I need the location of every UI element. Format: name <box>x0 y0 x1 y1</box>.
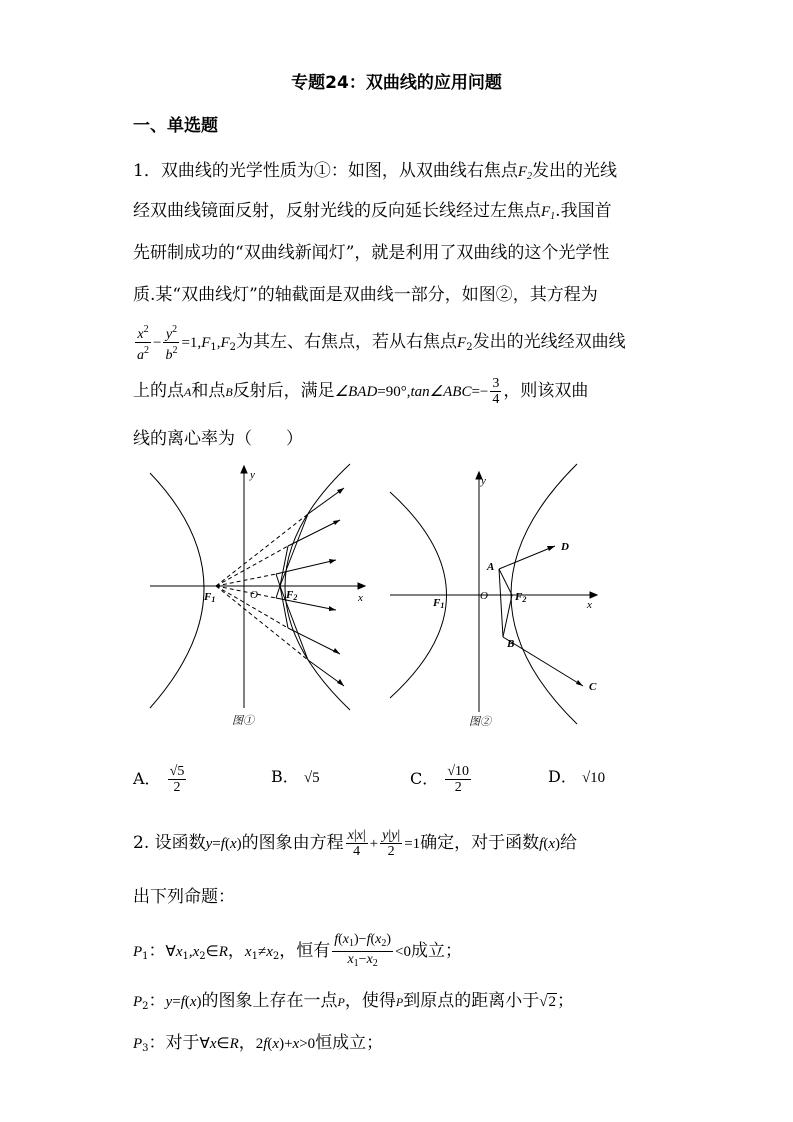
label-F2: F2 <box>515 591 527 604</box>
q2-text: ， <box>238 1033 256 1053</box>
q2-text: 到原点的距离小于 <box>403 991 540 1011</box>
q2-text: ，恒有 <box>279 941 331 961</box>
math-x-abs-x-over-4: $\frac{x|x|}{4}$ <box>347 828 366 859</box>
q2-text: ： <box>148 941 166 961</box>
q2-text: 的图象上存在一点 <box>201 991 338 1011</box>
q2-text: 给 <box>560 833 578 853</box>
q1-line4: 质.某“双曲线灯”的轴截面是双曲线一部分，如图②，其方程为 <box>133 285 598 305</box>
axis-label-y: y <box>481 475 486 487</box>
q2-p3: $P_3$：对于∀x∈R，2f(x)+x>0恒成立； <box>133 1033 384 1054</box>
q1-line5: $\frac{x^2}{a^2}$ − $\frac{y^2}{b^2}$ $=1,F_1,F_2$为其左、右焦点，若从右焦点$F_2$发出的光线经双曲线 <box>137 324 626 363</box>
ray-F2-B <box>503 595 512 637</box>
math-F1: $F_1$ <box>541 204 556 222</box>
option-d[interactable] <box>548 764 605 787</box>
label-O: O <box>480 590 488 602</box>
math-angle-condition: ∠BAD <box>334 384 378 400</box>
math-three-quarters: $\frac{3}{4}$ <box>492 376 500 407</box>
q2-line2: 出下列命题： <box>133 887 235 907</box>
hyperbola-left-branch <box>150 473 204 708</box>
math-y-abs-y-over-2: $\frac{y|y|}{2}$ <box>382 828 401 859</box>
figure-2 <box>385 462 610 734</box>
q2-text: ，使得 <box>344 991 396 1011</box>
label-C: C <box>589 681 597 693</box>
q2-line1: 2. 设函数y=f(x)的图象由方程 $\frac{x|x|}{4}$ + $\frac{y|y|}{2}$ =1确定，对于函数f(x)给 <box>133 828 578 859</box>
q2-text: ， <box>227 941 245 961</box>
label-F2: F2 <box>286 589 298 602</box>
option-c-key: C． <box>410 769 439 788</box>
label-O: O <box>250 589 258 601</box>
option-c-fraction: $\frac{√10}{2}$ <box>447 764 470 795</box>
q1-text: 发出的光线 <box>532 161 617 181</box>
option-a[interactable] <box>133 764 188 795</box>
figure-1-label: 图① <box>232 715 254 727</box>
q2-text: ： <box>148 991 166 1011</box>
option-d-key: D． <box>548 767 577 786</box>
hyperbola-right-branch <box>285 464 350 710</box>
option-b-key: B． <box>271 767 299 786</box>
math-difference-quotient: $\frac{f(x_1)-f(x_2)}{x_1-x_2}$ <box>334 932 392 969</box>
ray-A-D <box>499 546 555 569</box>
q1-text: 1．双曲线的光学性质为①：如图，从双曲线右焦点 <box>133 161 518 181</box>
q2-p2: $P_2$：y=f(x)的图象上存在一点P，使得P到原点的距离小于√2； <box>133 991 574 1012</box>
figure-2-label: 图② <box>469 716 491 728</box>
label-F1: F1 <box>204 591 216 604</box>
option-a-fraction: $\frac{√5}{2}$ <box>169 764 185 795</box>
q1-text: 发出的光线经双曲线 <box>472 332 626 352</box>
figure-1 <box>140 458 380 733</box>
label-F1: F1 <box>433 597 445 610</box>
q2-text: 2. 设函数 <box>133 833 206 853</box>
label-A: A <box>487 561 495 573</box>
q1-text: ，则该双曲 <box>503 381 589 401</box>
q2-text: 恒成立； <box>315 1033 384 1053</box>
ray-A-B <box>499 569 503 637</box>
q1-text: 上的点 <box>133 381 184 401</box>
page-title: 专题24：双曲线的应用问题 <box>291 73 502 93</box>
ray-B-C <box>503 637 583 686</box>
math-x2-a2: $\frac{x^2}{a^2}$ <box>137 324 149 363</box>
q2-text: 确定，对于函数 <box>420 833 540 853</box>
option-c[interactable] <box>410 764 473 795</box>
axis-label-x: x <box>587 599 592 611</box>
option-b[interactable] <box>271 764 320 787</box>
q2-p1: $P_1$：$\forall x_1,x_2\in R$，$x_1\ne x_2$，恒有 $\frac{f(x_1)-f(x_2)}{x_1-x_2}$ <0成立； <box>133 932 462 969</box>
label-D: D <box>561 541 569 553</box>
q1-text: .我国首 <box>555 201 612 221</box>
q1-text: 和点 <box>191 381 226 401</box>
q1-text: 为其左、右焦点，若从右焦点 <box>236 332 458 352</box>
q1-text: 经双曲线镜面反射，反射光线的反向延长线经过左焦点 <box>133 201 541 221</box>
option-a-key: A． <box>133 769 161 788</box>
q1-line2 <box>133 196 612 222</box>
label-B: B <box>507 638 515 650</box>
q1-text: 反射后，满足 <box>232 381 335 401</box>
q1-line1 <box>133 156 617 182</box>
section-heading: 一、单选题 <box>133 116 218 136</box>
math-y2-b2: $\frac{y^2}{b^2}$ <box>165 324 178 363</box>
q2-text: ； <box>556 991 574 1011</box>
math-F2: $F_2$ <box>517 164 532 182</box>
option-d-value: √10 <box>581 770 606 786</box>
q2-text: 的图象由方程 <box>241 833 344 853</box>
q1-line6: 上的点A和点B反射后，满足∠BAD=90°,tan∠ABC=− $\frac{3}{4}$ ，则该双曲 <box>133 376 589 407</box>
q2-text: 成立； <box>411 941 462 961</box>
ray-F2-A <box>499 569 512 595</box>
axis-label-x: x <box>358 592 363 604</box>
q1-line3: 先研制成功的“双曲线新闻灯”，就是利用了双曲线的这个光学性 <box>133 243 610 263</box>
axis-label-y: y <box>250 469 255 481</box>
option-b-value: √5 <box>303 770 320 786</box>
q1-line7: 线的离心率为（ ） <box>133 429 303 449</box>
q2-text: ：对于 <box>148 1033 200 1053</box>
